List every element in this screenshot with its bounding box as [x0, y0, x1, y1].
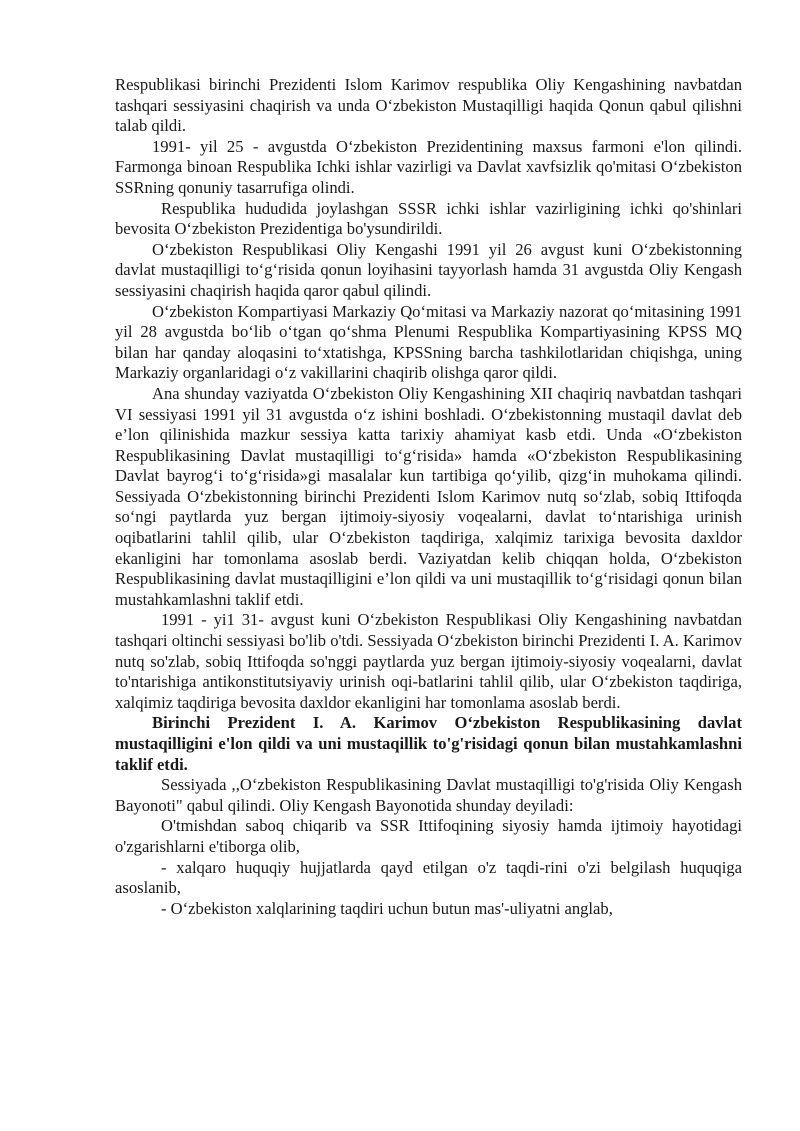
document-page — [115, 75, 742, 919]
paragraph-6: Ana shunday vaziyatda O‘zbekiston Oliy Kengashining XII chaqiriq navbatdan tashqari VI sessiyasi 1991 yil 31 avgustda o‘z ishini boshladi. O‘zbekistonning mustaqil davlat deb e’lon qilinishida mazkur sessiya katta tarixiy ahamiyat kasb etdi. Unda «O‘zbekiston Respublikasining Davlat mustaqilligi to‘g‘risida» hamda «O‘zbekiston Respublikasining Davlat bayrog‘i to‘g‘risida»gi masalalar kun tartibiga qo‘yilib, qizg‘in muhokama qilindi. Sessiyada O‘zbekistonning birinchi Prezidenti Islom Karimov nutq so‘zlab, sobiq Ittifoqda so‘ngi paytlarda yuz bergan ijtimoiy-siyosiy voqealarni, davlat to‘ntarishiga urinish oqibatlarini tahlil qilib, ular O‘zbekiston taqdiriga, xalqimiz tarixiga bevosita daxldor ekanligini har tomonlama asoslab berdi. Vaziyatdan kelib chiqqan holda, O‘zbekiston Respublikasining davlat mustaqilligini e’lon qildi va uni mustaqillik to‘g‘risidagi qonun bilan mustahkamlashni taklif etdi. — [115, 383, 742, 609]
paragraph-10: O'tmishdan saboq chiqarib va SSR Ittifoqining siyosiy hamda ijtimoiy hayotidagi o'zgarishlarni e'tiborga olib, — [115, 816, 742, 856]
paragraph-11: - xalqaro huquqiy hujjatlarda qayd etilgan o'z taqdi-rini o'zi belgilash huquqiga asoslanib, — [115, 857, 742, 898]
paragraph-2: 1991- yil 25 - avgustda O‘zbekiston Prezidentining maxsus farmoni e'lon qilindi. Farmonga binoan Respublika Ichki ishlar vazirligi va Davlat xavfsizlik qo'mitasi O‘zbekiston SSRning qonuniy tasarrufiga olindi. — [115, 136, 742, 197]
paragraph-7: 1991 - yi1 31- avgust kuni O‘zbekiston Respublikasi Oliy Kengashining navbatdan tashqari oltinchi sessiyasi bo'lib o'tdi. Sessiyada O‘zbekiston birinchi Prezidenti I. A. Karimov nutq so'zlab, sobiq Ittifoqda so'nggi paytlarda yuz bergan ijtimoiy-siyosiy voqealarni, davlat to'ntarishiga antikonstitutsiyaviy urinish oqi-batlarini tahlil qilib, ular O‘zbekiston taqdiriga, xalqimiz taqdiriga bevosita daxldor ekanligini har tomonlama asoslab berdi. — [115, 610, 742, 712]
paragraph-4: O‘zbekiston Respublikasi Oliy Kengashi 1991 yil 26 avgust kuni O‘zbekistonning davlat mustaqilligi to‘g‘risida qonun loyihasini tayyorlash hamda 31 avgustda Oliy Kengash sessiyasini chaqirish haqida qaror qabul qilindi. — [115, 239, 742, 300]
paragraph-9: Sessiyada ,,O‘zbekiston Respublikasining Davlat mustaqilligi to'g'risida Oliy Kengash Bayonoti" qabul qilindi. Oliy Kengash Bayonotida shunday deyiladi: — [115, 775, 742, 815]
paragraph-3: Respublika hududida joylashgan SSSR ichki ishlar vazirligining ichki qo'shinlari bevosita O‘zbekiston Prezidentiga bo'ysundirildi. — [115, 198, 742, 239]
paragraph-5: O‘zbekiston Kompartiyasi Markaziy Qo‘mitasi va Markaziy nazorat qo‘mitasining 1991 yil 28 avgustda bo‘lib o‘tgan qo‘shma Plenumi Respublika Kompartiyasining KPSS MQ bilan har qanday aloqasini to‘xtatishga, KPSSning barcha tashkilotlaridan chiqishga, uning Markaziy organlaridagi o‘z vakillarini chaqirib olishga qaror qildi. — [115, 301, 742, 383]
paragraph-8-bold: Birinchi Prezident I. A. Karimov O‘zbekiston Respublikasining davlat mustaqilligini e'lon qildi va uni mustaqillik to'g'risidagi qonun bilan mustahkamlashni taklif etdi. — [115, 713, 742, 774]
paragraph-12: - O‘zbekiston xalqlarining taqdiri uchun butun mas'-uliyatni anglab, — [161, 898, 613, 918]
paragraph-1: Respublikasi birinchi Prezidenti Islom Karimov respublika Oliy Kengashining navbatdan tashqari sessiyasini chaqirish va unda O‘zbekiston Mustaqilligi haqida Qonun qabul qilishni talab qildi. — [115, 75, 742, 136]
